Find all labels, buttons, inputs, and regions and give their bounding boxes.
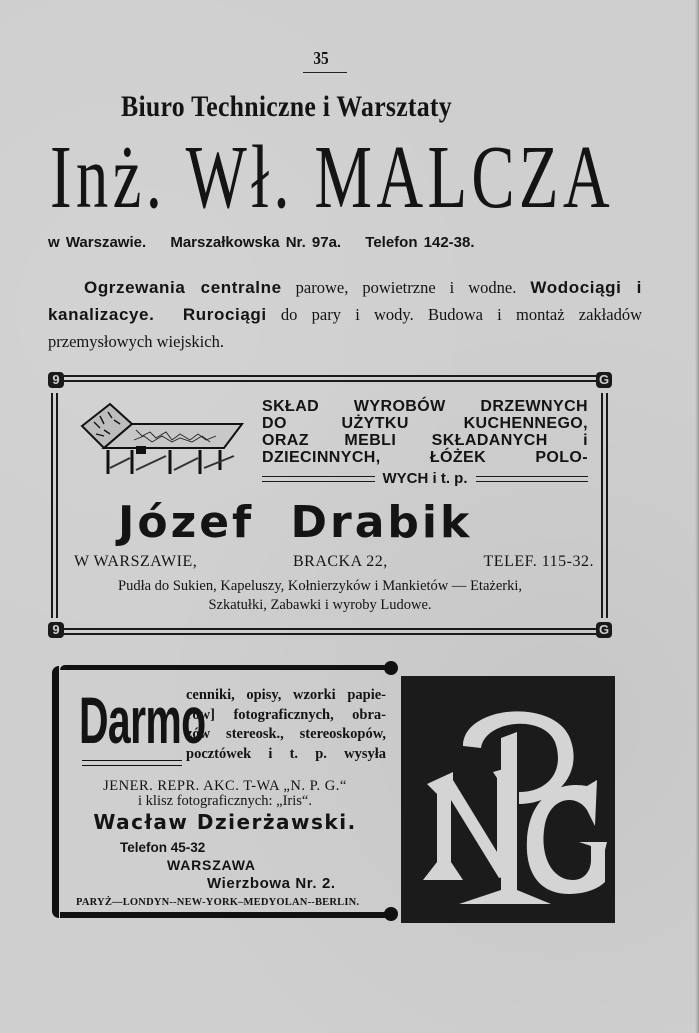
malcza-title: Inż. Wł. MALCZA (50, 128, 614, 227)
double-rule (262, 476, 375, 482)
offer-line: SKŁAD WYROBÓW DRZEWNYCH (262, 398, 588, 415)
offer-line: DO UŻYTKU KUCHENNEGO, (262, 415, 588, 432)
drabik-address (74, 553, 594, 571)
frame-top-rule (64, 375, 596, 377)
company-name: JENER. REPR. AKC. T-WA „N. P. G.“ (103, 778, 347, 794)
drabik-street: BRACKA 22, (292, 553, 388, 570)
drabik-name: Józef Drabik (118, 497, 473, 548)
frame-top-rule-2 (64, 380, 596, 382)
malcza-city: w Warszawie. (48, 234, 147, 251)
frame-knob-icon (384, 661, 398, 675)
scroll-ornament-icon: 9 (48, 622, 64, 638)
heating-desc: parowe, powietrzne i wodne. (281, 278, 531, 297)
frame-right-rule (601, 393, 603, 618)
frame-bottom-rule (64, 628, 596, 630)
darmo-offer (186, 686, 386, 764)
frame-bottom-rule (60, 912, 390, 918)
malcza-phone: Telefon 142-38. (365, 234, 475, 251)
double-rule (82, 760, 182, 766)
npg-monogram-icon (401, 676, 615, 923)
page-number-rule (303, 72, 347, 73)
offer-line: cenniki, opisy, wzorki papie- (186, 687, 386, 703)
page-number: 35 (313, 48, 329, 68)
dzierzawski-street: Wierzbowa Nr. 2. (207, 875, 336, 892)
malcza-street: Marszałkowska Nr. 97a. (170, 234, 342, 251)
frame-left-rule (52, 666, 59, 918)
offer-line: pocztówek i t. p. wysyła (186, 745, 386, 762)
frame-bottom-rule-2 (64, 633, 596, 635)
scroll-ornament-icon: G (596, 372, 612, 388)
frame-left-rule-2 (56, 393, 58, 618)
drabik-city: W WARSZAWIE, (74, 553, 198, 570)
pipes-desc: do pary i wody. Budowa i montaż zakładów przemysłowych wiejskich. (48, 305, 642, 351)
malcza-subtitle: Biuro Techniczne i Warsztaty (121, 90, 452, 123)
water-label: Wodociągi i kanalizacye. (48, 278, 642, 324)
plates-brand: i klisz fotograficznych: „Iris“. (138, 793, 312, 809)
malcza-address (48, 234, 493, 251)
offer-line: rów] fotograficznych, obra- (186, 706, 386, 723)
dzierzawski-name: Wacław Dzierżawski. (93, 810, 357, 834)
dzierzawski-city: WARSZAWA (167, 857, 256, 873)
frame-top-rule (60, 665, 390, 670)
malcza-services (48, 274, 642, 355)
darmo-headline: Darmo (79, 683, 206, 757)
heating-label: Ogrzewania centralne (84, 278, 282, 297)
offer-line: ORAZ MEBLI SKŁADANYCH i (262, 432, 588, 449)
dzierzawski-phone: Telefon 45-32 (120, 840, 206, 855)
double-rule (476, 476, 589, 482)
frame-right-rule-2 (606, 393, 608, 618)
drabik-phone: TELEF. 115-32. (483, 553, 594, 570)
offer-line: WYCH i t. p. (382, 470, 468, 487)
pipes-label: Rurociągi (182, 305, 267, 324)
frame-left-rule (51, 393, 53, 618)
scroll-ornament-icon: 9 (48, 372, 64, 388)
drabik-offer (262, 398, 588, 466)
folding-cot-icon (74, 398, 254, 478)
drabik-goods: Pudła do Sukien, Kapeluszy, Kołnierzyków i Mankietów — Etażerki, Szkatułki, Zabawki i wyroby Ludowe. (118, 578, 522, 613)
offer-line: DZIECINNYCH, ŁÓŻEK POLO- (262, 449, 588, 466)
offer-line: zów stereosk., stereoskopów, (186, 726, 386, 742)
page-edge-shadow (695, 0, 699, 1033)
scroll-ornament-icon: G (596, 622, 612, 638)
branch-cities: PARYŻ—LONDYN--NEW-YORK–MEDYOLAN--BERLIN. (76, 897, 360, 908)
drabik-offer-last-line (262, 470, 588, 487)
frame-knob-icon (384, 907, 398, 921)
